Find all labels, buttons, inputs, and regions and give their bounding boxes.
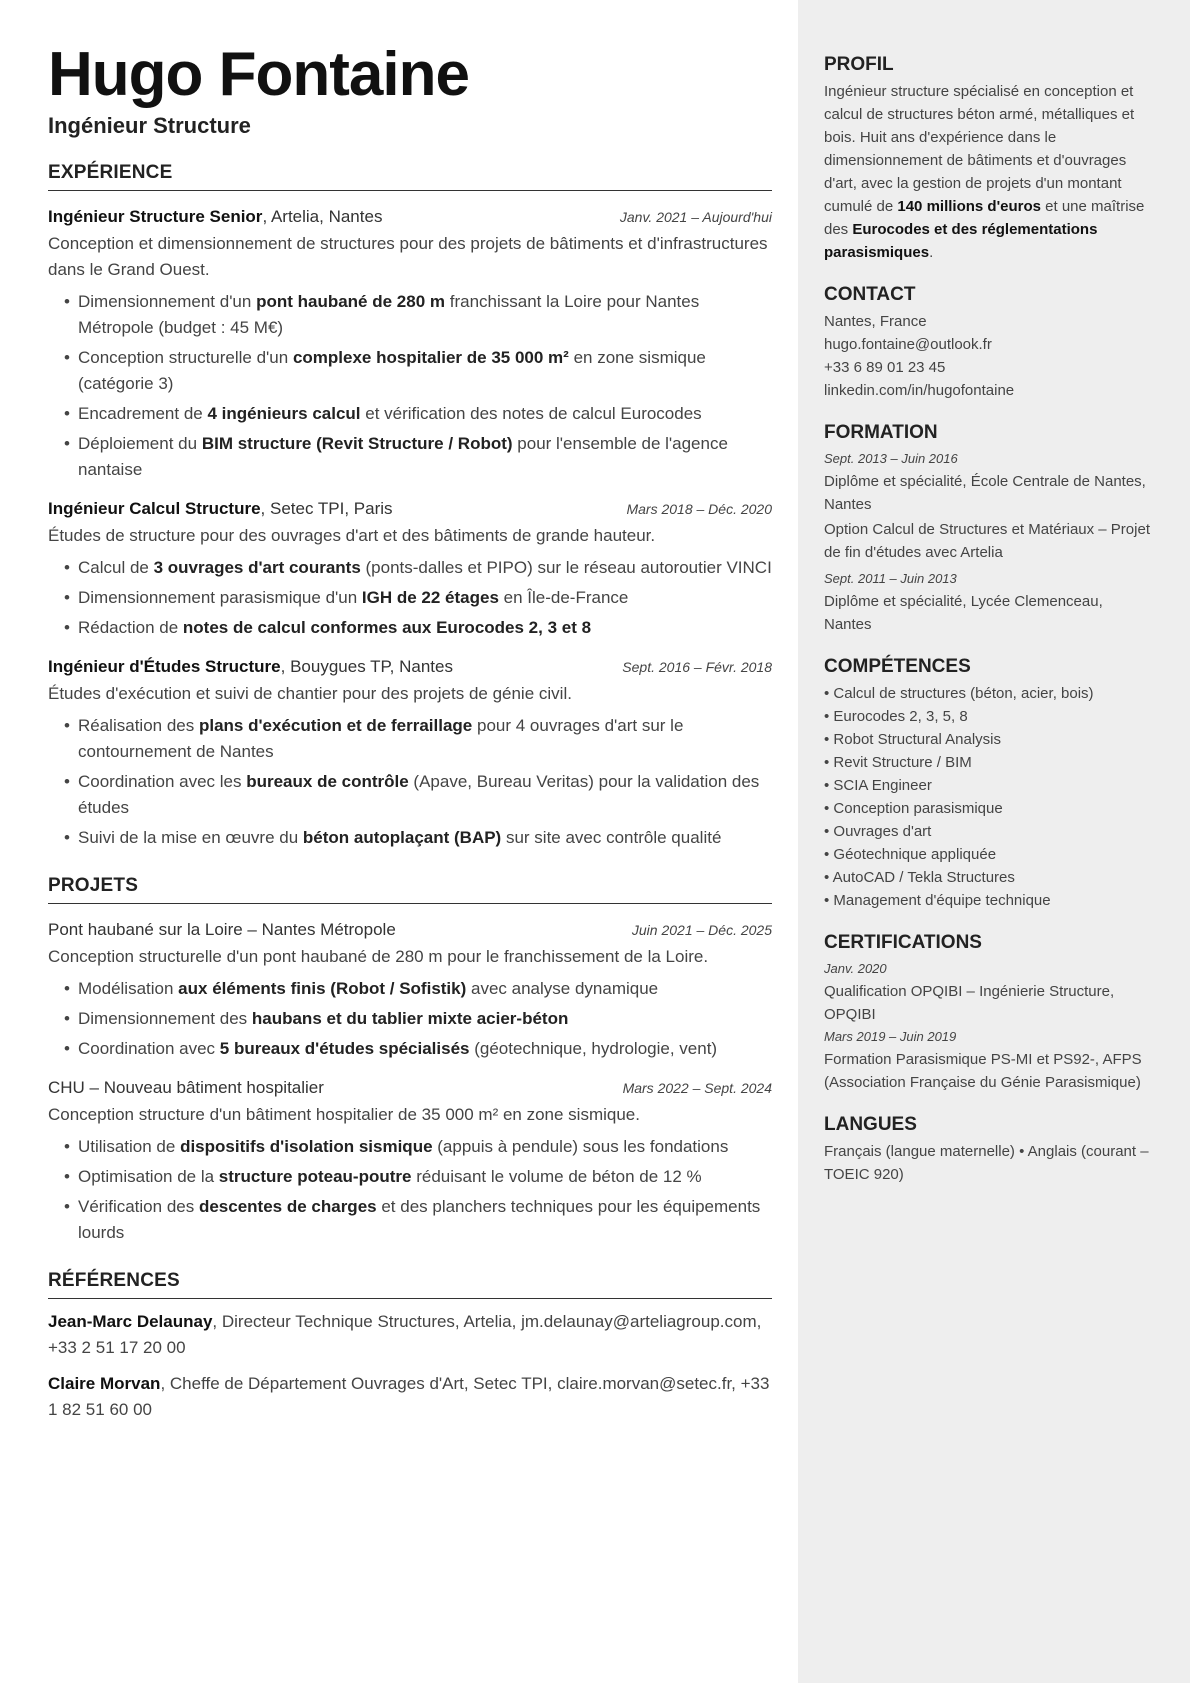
entry-description: Conception structure d'un bâtiment hospitalier de 35 000 m² en zone sismique. — [48, 1105, 640, 1124]
certification-date: Mars 2019 – Juin 2019 — [824, 1029, 957, 1044]
skill-item: • Ouvrages d'art — [824, 820, 1150, 843]
projects-section — [48, 875, 772, 1246]
skill-item: • SCIA Engineer — [824, 774, 1150, 797]
contact-location: Nantes, France — [824, 313, 927, 330]
profile-heading: PROFIL — [824, 54, 894, 75]
reference-item: Jean-Marc Delaunay, Directeur Technique Structures, Artelia, jm.delaunay@arteliagroup.com, +33 2 51 17 20 00 — [48, 1312, 762, 1357]
list-item: • Optimisation de la structure poteau-poutre réduisant le volume de béton de 12 % — [64, 1164, 772, 1190]
profile-text: Ingénieur structure spécialisé en conception et calcul de structures béton armé, métalliques et bois. Huit ans d'expérience dans le dimensionnement de bâtiments et d'ouvrages d'art, avec la gestion de projets d'un montant cumulé de 140 millions d'euros et une maîtrise des Eurocodes et des réglementations parasismiques. — [824, 83, 1145, 261]
project-entry — [48, 1076, 772, 1246]
certification-name: Qualification OPQIBI – Ingénierie Structure, OPQIBI — [824, 983, 1115, 1023]
entry-description: Études de structure pour des ouvrages d'art et des bâtiments de grande hauteur. — [48, 526, 656, 545]
certifications-heading: CERTIFICATIONS — [824, 932, 982, 953]
experience-section — [48, 162, 772, 851]
sidebar — [824, 54, 1150, 1206]
languages-text: Français (langue maternelle) • Anglais (courant – TOEIC 920) — [824, 1143, 1149, 1183]
list-item: • Conception structurelle d'un complexe hospitalier de 35 000 m² en zone sismique (catégorie 3) — [64, 345, 772, 397]
entry-date: Juin 2021 – Déc. 2025 — [631, 922, 772, 938]
entry-title: Ingénieur Calcul Structure, Setec TPI, Paris — [48, 499, 393, 518]
education-degree: Diplôme et spécialité, École Centrale de Nantes, Nantes — [824, 473, 1146, 513]
main-column — [48, 40, 772, 1423]
list-item: • Utilisation de dispositifs d'isolation sismique (appuis à pendule) sous les fondations — [64, 1134, 772, 1160]
certification-name: Formation Parasismique PS-MI et PS92-, AFPS (Association Française du Génie Parasismique) — [824, 1051, 1142, 1091]
list-item: • Vérification des descentes de charges et des planchers techniques pour les équipements lourds — [64, 1194, 772, 1246]
skill-item: • AutoCAD / Tekla Structures — [824, 866, 1150, 889]
list-item: • Déploiement du BIM structure (Revit Structure / Robot) pour l'ensemble de l'agence nantaise — [64, 431, 772, 483]
contact-linkedin[interactable]: linkedin.com/in/hugofontaine — [824, 382, 1015, 399]
education-section — [824, 422, 1150, 636]
languages-section — [824, 1114, 1150, 1186]
skill-item: • Eurocodes 2, 3, 5, 8 — [824, 705, 1150, 728]
entry-date: Mars 2022 – Sept. 2024 — [622, 1080, 772, 1096]
certifications-section — [824, 932, 1150, 1094]
skill-item: • Management d'équipe technique — [824, 889, 1150, 912]
candidate-name: Hugo Fontaine — [48, 40, 469, 109]
entry-date: Mars 2018 – Déc. 2020 — [626, 501, 772, 517]
list-item: • Dimensionnement parasismique d'un IGH de 22 étages en Île-de-France — [64, 585, 772, 611]
skills-section — [824, 656, 1150, 912]
references-section — [48, 1270, 772, 1423]
entry-description: Conception et dimensionnement de structures pour des projets de bâtiments et d'infrastructures dans le Grand Ouest. — [48, 234, 768, 279]
education-date: Sept. 2013 – Juin 2016 — [824, 451, 958, 466]
entry-description: Conception structurelle d'un pont haubané de 280 m pour le franchissement de la Loire. — [48, 947, 709, 966]
languages-heading: LANGUES — [824, 1114, 917, 1135]
skill-item: • Revit Structure / BIM — [824, 751, 1150, 774]
list-item: • Coordination avec 5 bureaux d'études spécialisés (géotechnique, hydrologie, vent) — [64, 1036, 772, 1062]
skill-item: • Conception parasismique — [824, 797, 1150, 820]
contact-phone[interactable]: +33 6 89 01 23 45 — [824, 359, 946, 376]
references-heading: RÉFÉRENCES — [48, 1270, 772, 1299]
reference-item: Claire Morvan, Cheffe de Département Ouvrages d'Art, Setec TPI, claire.morvan@setec.fr, +33 1 82 51 60 00 — [48, 1374, 770, 1419]
list-item: • Coordination avec les bureaux de contrôle (Apave, Bureau Veritas) pour la validation des études — [64, 769, 772, 821]
contact-heading: CONTACT — [824, 284, 916, 305]
skill-item: • Calcul de structures (béton, acier, bois) — [824, 682, 1150, 705]
certification-date: Janv. 2020 — [824, 961, 887, 976]
entry-date: Sept. 2016 – Févr. 2018 — [622, 659, 772, 675]
experience-entry — [48, 205, 772, 483]
projects-heading: PROJETS — [48, 875, 772, 904]
project-entry — [48, 918, 772, 1062]
list-item: • Réalisation des plans d'exécution et de ferraillage pour 4 ouvrages d'art sur le contournement de Nantes — [64, 713, 772, 765]
experience-entry — [48, 655, 772, 851]
experience-entry — [48, 497, 772, 641]
entry-description: Études d'exécution et suivi de chantier pour des projets de génie civil. — [48, 684, 572, 703]
list-item: • Rédaction de notes de calcul conformes aux Eurocodes 2, 3 et 8 — [64, 615, 772, 641]
entry-title: Ingénieur Structure Senior, Artelia, Nantes — [48, 207, 383, 226]
entry-date: Janv. 2021 – Aujourd'hui — [619, 209, 772, 225]
skill-item: • Géotechnique appliquée — [824, 843, 1150, 866]
list-item: • Dimensionnement d'un pont haubané de 280 m franchissant la Loire pour Nantes Métropole (budget : 45 M€) — [64, 289, 772, 341]
list-item: • Suivi de la mise en œuvre du béton autoplaçant (BAP) sur site avec contrôle qualité — [64, 825, 772, 851]
contact-email[interactable]: hugo.fontaine@outlook.fr — [824, 336, 992, 353]
education-degree: Diplôme et spécialité, Lycée Clemenceau, Nantes — [824, 593, 1103, 633]
skill-item: • Robot Structural Analysis — [824, 728, 1150, 751]
list-item: • Calcul de 3 ouvrages d'art courants (ponts-dalles et PIPO) sur le réseau autoroutier VINCI — [64, 555, 772, 581]
project-name: CHU – Nouveau bâtiment hospitalier — [48, 1078, 324, 1097]
profile-section — [824, 54, 1150, 264]
list-item: • Encadrement de 4 ingénieurs calcul et vérification des notes de calcul Eurocodes — [64, 401, 772, 427]
education-detail: Option Calcul de Structures et Matériaux – Projet de fin d'études avec Artelia — [824, 521, 1150, 561]
skills-heading: COMPÉTENCES — [824, 656, 971, 677]
contact-section — [824, 284, 1150, 402]
experience-heading: EXPÉRIENCE — [48, 162, 772, 191]
education-heading: FORMATION — [824, 422, 938, 443]
list-item: • Dimensionnement des haubans et du tablier mixte acier-béton — [64, 1006, 772, 1032]
entry-title: Ingénieur d'Études Structure, Bouygues TP, Nantes — [48, 657, 453, 676]
project-name: Pont haubané sur la Loire – Nantes Métropole — [48, 920, 396, 939]
job-title: Ingénieur Structure — [48, 113, 251, 138]
list-item: • Modélisation aux éléments finis (Robot / Sofistik) avec analyse dynamique — [64, 976, 772, 1002]
education-date: Sept. 2011 – Juin 2013 — [824, 571, 957, 586]
